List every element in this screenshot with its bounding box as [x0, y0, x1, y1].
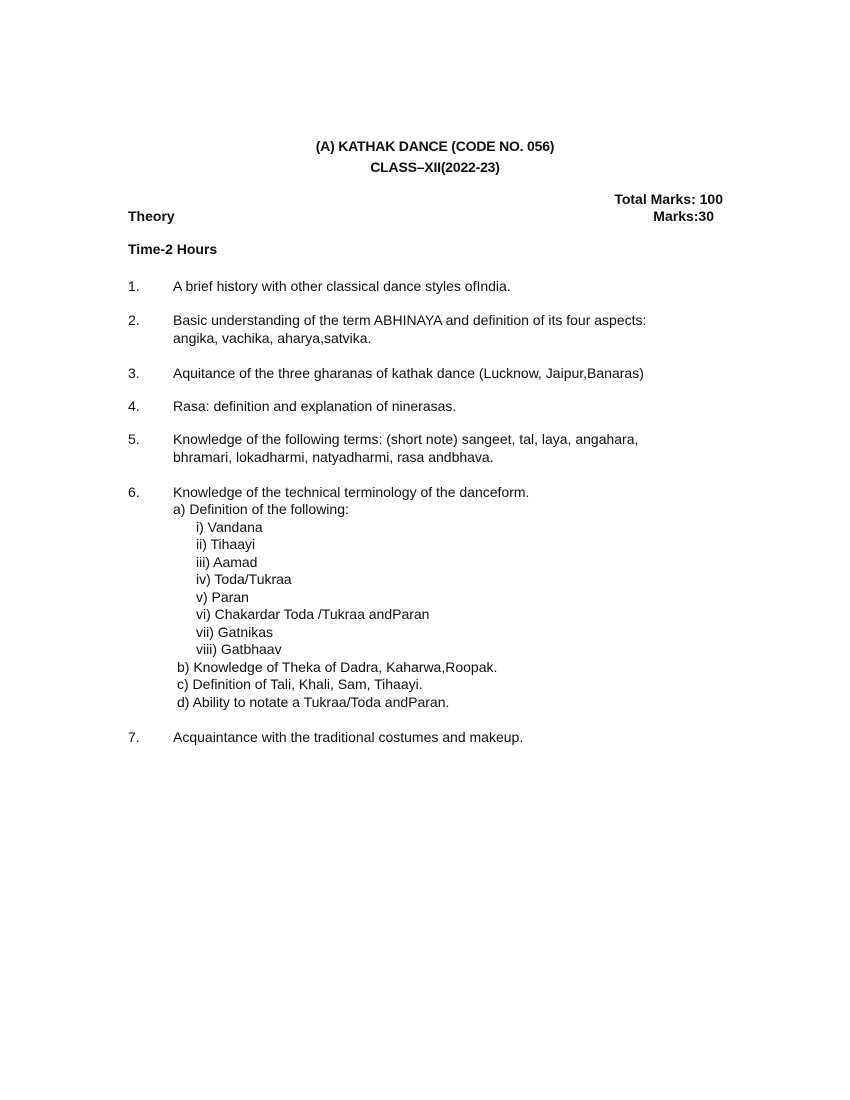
subitem-b: b) Knowledge of Theka of Dadra, Kaharwa,Roopak.	[177, 658, 498, 675]
item-text: Rasa: definition and explanation of ninerasas.	[173, 398, 457, 414]
item-text: Knowledge of the technical terminology of the danceform.	[173, 484, 530, 500]
definition-item: ii) Tihaayi	[196, 536, 256, 552]
total-marks: Total Marks: 100	[614, 191, 723, 207]
item-text-line: Knowledge of the following terms: (short note) sangeet, tal, laya, angahara,	[173, 431, 639, 447]
item-number: 2.	[128, 312, 140, 328]
definition-item: vii) Gatnikas	[196, 623, 274, 640]
item-text-line: angika, vachika, aharya,satvika.	[173, 330, 372, 346]
item-text: Aquitance of the three gharanas of kathak dance (Lucknow, Jaipur,Banaras)	[173, 365, 644, 381]
time-duration: Time-2 Hours	[128, 241, 218, 257]
definition-item: viii) Gatbhaav	[196, 641, 282, 657]
item-number: 7.	[128, 729, 140, 745]
item-text-block	[173, 311, 722, 347]
item-text-line: Basic understanding of the term ABHINAYA and definition of its four aspects:	[173, 312, 647, 328]
definition-item: i) Vandana	[196, 518, 263, 535]
item-number: 5.	[128, 431, 140, 447]
theory-label: Theory	[128, 208, 175, 224]
subitem-a-label: a) Definition of the following:	[173, 501, 349, 517]
item-text-block	[173, 430, 722, 466]
item-number: 6.	[128, 484, 140, 500]
item-text-block	[173, 483, 722, 711]
item-number: 4.	[128, 398, 140, 414]
theory-marks: Marks:30	[653, 208, 714, 224]
definition-item: vi) Chakardar Toda /Tukraa andParan	[196, 606, 430, 622]
item-text-line: bhramari, lokadharmi, natyadharmi, rasa andbhava.	[173, 449, 494, 465]
definition-item: iv) Toda/Tukraa	[196, 571, 292, 587]
definition-item: iii) Aamad	[196, 553, 258, 570]
item-text: Acquaintance with the traditional costumes and makeup.	[173, 729, 524, 745]
subitem-d: d) Ability to notate a Tukraa/Toda andParan.	[177, 693, 450, 710]
item-text: A brief history with other classical dance styles ofIndia.	[173, 278, 511, 294]
item-number: 3.	[128, 365, 140, 381]
class-subtitle: CLASS–XII(2022-23)	[370, 159, 500, 175]
document-title: (A) KATHAK DANCE (CODE NO. 056)	[315, 138, 555, 154]
definition-item: v) Paran	[196, 588, 249, 605]
subitem-c: c) Definition of Tali, Khali, Sam, Tihaayi.	[177, 676, 423, 692]
item-number: 1.	[128, 278, 140, 294]
